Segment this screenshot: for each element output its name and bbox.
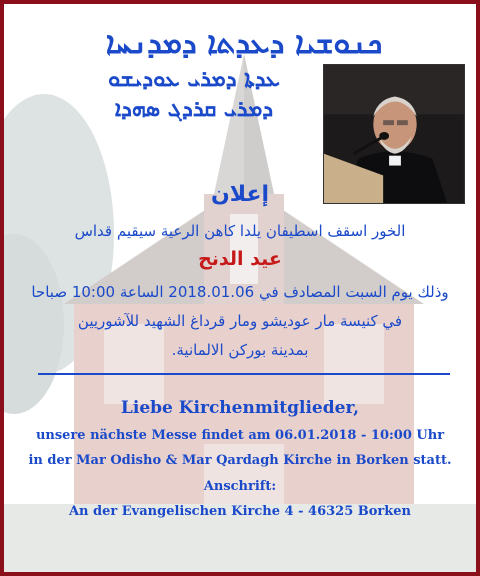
syriac-subtitle-line-2: ܕܡܪܝ ܩܪܕܓ ܣܗܕܐ	[114, 96, 274, 122]
announcement-de-line-1: unsere nächste Messe findet am 06.01.2018 - 10:00 Uhr	[35, 428, 445, 443]
greeting-de: Liebe Kirchenmitglieder,	[120, 398, 360, 418]
address-text: An der Evangelischen Kirche 4 - 46325 Borken	[68, 504, 412, 519]
announcement-heading: إعلان	[210, 182, 270, 207]
announcement-de-line-2: in der Mar Odisho & Mar Qardagh Kirche in Borken statt.	[28, 453, 452, 468]
announcement-ar-line-2: وذلك يوم السبت المصادف في 2018.01.06 الساعة 10:00 صباحا	[31, 283, 449, 301]
address-label: Anschrift:	[203, 479, 277, 494]
feast-name: عيد الدنح	[198, 248, 282, 270]
syriac-subtitle-line-1: ܥܕܬܐ ܕܡܪܝ ܥܘܕܝܫܘ	[108, 66, 280, 92]
section-divider	[38, 373, 450, 375]
announcement-ar-line-3: في كنيسة مار عوديشو ومار قرداغ الشهيد للآشوريين	[77, 312, 403, 330]
announcement-ar-line-4: بمدينة بوركن الالمانية.	[171, 341, 309, 359]
syriac-title: ܟܢܘܫܝܐ ܕܥܕܬܐ ܕܡܕܢܚܐ	[105, 26, 383, 61]
announcement-ar-line-1: الخور اسقف اسطيفان يلدا كاهن الرعية سيقيم قداس	[74, 222, 406, 240]
